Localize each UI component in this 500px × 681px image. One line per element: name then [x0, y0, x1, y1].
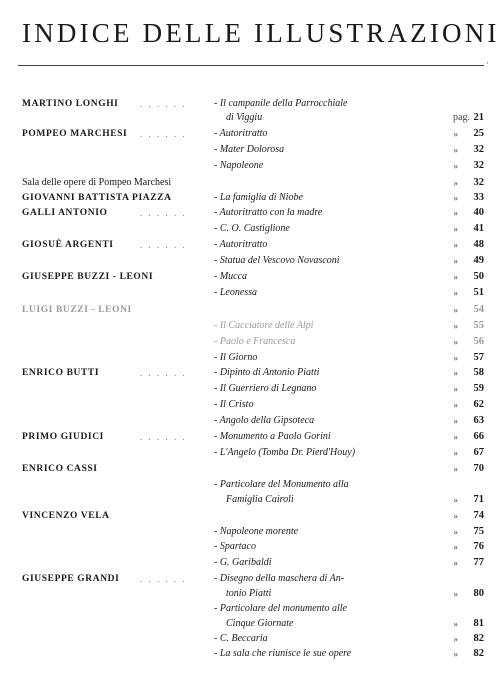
entry-page-number: 75 — [473, 526, 484, 537]
ditto-mark: » — [453, 161, 458, 171]
ditto-mark: » — [453, 272, 458, 282]
ditto-mark: » — [453, 448, 458, 458]
index-entry — [0, 430, 500, 444]
title-divider — [18, 65, 484, 66]
entry-title: - L'Angelo (Tomba Dr. Pierd'Houy) — [214, 447, 356, 458]
entry-title: - Disegno della maschera di An- — [214, 573, 345, 584]
index-entry — [0, 191, 500, 205]
ditto-mark: » — [453, 178, 458, 188]
entry-page-number: 32 — [473, 160, 484, 171]
page-title: INDICE DELLE ILLUSTRAZIONI — [22, 18, 500, 48]
ditto-mark: » — [453, 589, 458, 599]
entry-title: di Viggiu — [226, 112, 263, 123]
entry-page-number: 32 — [473, 177, 484, 188]
index-entry — [0, 206, 500, 220]
index-entry — [0, 493, 500, 507]
index-entry — [0, 587, 500, 601]
entry-title: Cinque Giornate — [226, 618, 294, 629]
entry-title: - Il Cristo — [214, 399, 254, 410]
ditto-mark: » — [453, 558, 458, 568]
entry-title: - Dipinto di Antonio Piatti — [214, 367, 320, 378]
ditto-mark: » — [453, 464, 458, 474]
entry-author: GIUSEPPE GRANDI — [22, 574, 120, 584]
index-entry — [0, 97, 500, 111]
ditto-mark: » — [453, 400, 458, 410]
index-entry — [0, 222, 500, 236]
entry-page-number: 54 — [473, 304, 484, 315]
ditto-mark: » — [453, 542, 458, 552]
entry-author: Sala delle opere di Pompeo Marchesi — [22, 177, 172, 188]
page-label: pag. — [453, 112, 470, 123]
entry-title: - C. Beccaria — [214, 633, 268, 644]
entry-title: - Il Guerriero di Legnano — [214, 383, 317, 394]
index-entry — [0, 351, 500, 365]
ditto-mark: » — [453, 240, 458, 250]
entry-title: - Autoritratto con la madre — [214, 207, 323, 218]
leader-dots: . . . . . . — [140, 129, 187, 139]
entry-title: - Autoritratto — [214, 128, 268, 139]
entry-page-number: 50 — [473, 271, 484, 282]
ditto-mark: » — [453, 495, 458, 505]
entry-title: - Autoritratto — [214, 239, 268, 250]
ditto-mark: » — [453, 432, 458, 442]
entry-page-number: 59 — [473, 383, 484, 394]
ditto-mark: » — [453, 511, 458, 521]
entry-title: - Il campanile della Parrocchiale — [214, 98, 348, 109]
index-entry — [0, 572, 500, 586]
ditto-mark: » — [453, 129, 458, 139]
entry-page-number: 21 — [473, 112, 484, 123]
entry-page-number: 70 — [473, 463, 484, 474]
entry-author: LUIGI BUZZI - LEONI — [22, 305, 132, 315]
entry-author: GIUSEPPE BUZZI - LEONI — [22, 272, 154, 282]
entry-title: Famiglia Cairoli — [226, 494, 294, 505]
entry-page-number: 40 — [473, 207, 484, 218]
entry-title: - C. O. Castiglione — [214, 223, 290, 234]
ditto-mark: » — [453, 337, 458, 347]
entry-page-number: 76 — [473, 541, 484, 552]
entry-author: VINCENZO VELA — [22, 511, 110, 521]
index-entry — [0, 127, 500, 141]
index-entry — [0, 446, 500, 460]
entry-page-number: 77 — [473, 557, 484, 568]
entry-title: - G. Garibaldi — [214, 557, 272, 568]
ditto-mark: » — [453, 288, 458, 298]
entry-page-number: 82 — [473, 648, 484, 659]
entry-page-number: 48 — [473, 239, 484, 250]
leader-dots: . . . . . . — [140, 574, 187, 584]
index-entry — [0, 254, 500, 268]
ditto-mark: » — [453, 193, 458, 203]
entry-page-number: 80 — [473, 588, 484, 599]
index-entry — [0, 617, 500, 631]
index-entry — [0, 286, 500, 300]
entry-title: - Statua del Vescovo Novasconi — [214, 255, 340, 266]
index-entry — [0, 509, 500, 523]
ditto-mark: » — [453, 256, 458, 266]
ditto-mark: » — [453, 224, 458, 234]
entry-author: ENRICO CASSI — [22, 464, 98, 474]
entry-title: - Mucca — [214, 271, 248, 282]
entry-page-number: 33 — [473, 192, 484, 203]
entry-author: GIOSUÈ ARGENTI — [22, 240, 114, 250]
index-entry — [0, 335, 500, 349]
entry-page-number: 74 — [473, 510, 484, 521]
entry-author: GALLI ANTONIO — [22, 208, 108, 218]
entry-page-number: 63 — [473, 415, 484, 426]
entry-page-number: 51 — [473, 287, 484, 298]
index-entry — [0, 602, 500, 616]
leader-dots: . . . . . . — [140, 99, 187, 109]
entry-page-number: 67 — [473, 447, 484, 458]
entry-page-number: 41 — [473, 223, 484, 234]
index-entry — [0, 540, 500, 554]
leader-dots: . . . . . . — [140, 240, 187, 250]
entry-title: - Napoleone morente — [214, 526, 299, 537]
ditto-mark: » — [453, 368, 458, 378]
entry-title: - Spartaco — [214, 541, 256, 552]
entry-title: - Monumento a Paolo Gorini — [214, 431, 331, 442]
index-entry — [0, 647, 500, 661]
entry-author: MARTINO LONGHI — [22, 99, 119, 109]
entry-title: tonio Piatti — [226, 588, 272, 599]
ditto-mark: » — [453, 384, 458, 394]
leader-dots: . . . . . . — [140, 208, 187, 218]
leader-dots: . . . . . . — [140, 368, 187, 378]
index-entry — [0, 238, 500, 252]
page-mark: · — [486, 58, 489, 68]
entry-title: - Mater Dolorosa — [214, 144, 285, 155]
entry-page-number: 55 — [473, 320, 484, 331]
index-entry — [0, 319, 500, 333]
ditto-mark: » — [453, 527, 458, 537]
index-entry — [0, 111, 500, 125]
index-entry — [0, 366, 500, 380]
index-entry — [0, 382, 500, 396]
entry-title: - Angolo della Gipsoteca — [214, 415, 315, 426]
entry-page-number: 62 — [473, 399, 484, 410]
entry-title: - La famiglia di Niobe — [214, 192, 303, 203]
entry-title: - Particolare del monumento alle — [214, 603, 347, 614]
ditto-mark: » — [453, 353, 458, 363]
entry-page-number: 71 — [473, 494, 484, 505]
index-entry — [0, 525, 500, 539]
index-entry — [0, 398, 500, 412]
ditto-mark: » — [453, 305, 458, 315]
entry-author: GIOVANNI BATTISTA PIAZZA — [22, 193, 172, 203]
entry-page-number: 58 — [473, 367, 484, 378]
entry-title: - Il Giorno — [214, 352, 258, 363]
ditto-mark: » — [453, 416, 458, 426]
entry-author: POMPEO MARCHESI — [22, 129, 128, 139]
ditto-mark: » — [453, 619, 458, 629]
entry-page-number: 56 — [473, 336, 484, 347]
index-entry — [0, 303, 500, 317]
entry-page-number: 66 — [473, 431, 484, 442]
entry-page-number: 81 — [473, 618, 484, 629]
ditto-mark: » — [453, 649, 458, 659]
entry-page-number: 49 — [473, 255, 484, 266]
entry-title: - Paolo e Francesca — [214, 336, 296, 347]
index-entry — [0, 462, 500, 476]
entry-title: - La sala che riunisce le sue opere — [214, 648, 352, 659]
index-entry — [0, 414, 500, 428]
index-entry — [0, 632, 500, 646]
entry-title: - Leonessa — [214, 287, 258, 298]
ditto-mark: » — [453, 145, 458, 155]
entry-title: - Napoleone — [214, 160, 264, 171]
index-entry — [0, 159, 500, 173]
entry-author: PRIMO GIUDICI — [22, 432, 104, 442]
leader-dots: . . . . . . — [140, 432, 187, 442]
entry-page-number: 32 — [473, 144, 484, 155]
entry-title: - Particolare del Monumento alla — [214, 479, 349, 490]
entry-page-number: 82 — [473, 633, 484, 644]
index-entry — [0, 270, 500, 284]
entry-page-number: 25 — [473, 128, 484, 139]
index-entry — [0, 143, 500, 157]
ditto-mark: » — [453, 634, 458, 644]
index-entry — [0, 176, 500, 190]
index-entry — [0, 556, 500, 570]
index-entry — [0, 478, 500, 492]
ditto-mark: » — [453, 208, 458, 218]
entry-author: ENRICO BUTTI — [22, 368, 100, 378]
entry-page-number: 57 — [473, 352, 484, 363]
ditto-mark: » — [453, 321, 458, 331]
entry-title: - Il Cacciatore delle Alpi — [214, 320, 314, 331]
